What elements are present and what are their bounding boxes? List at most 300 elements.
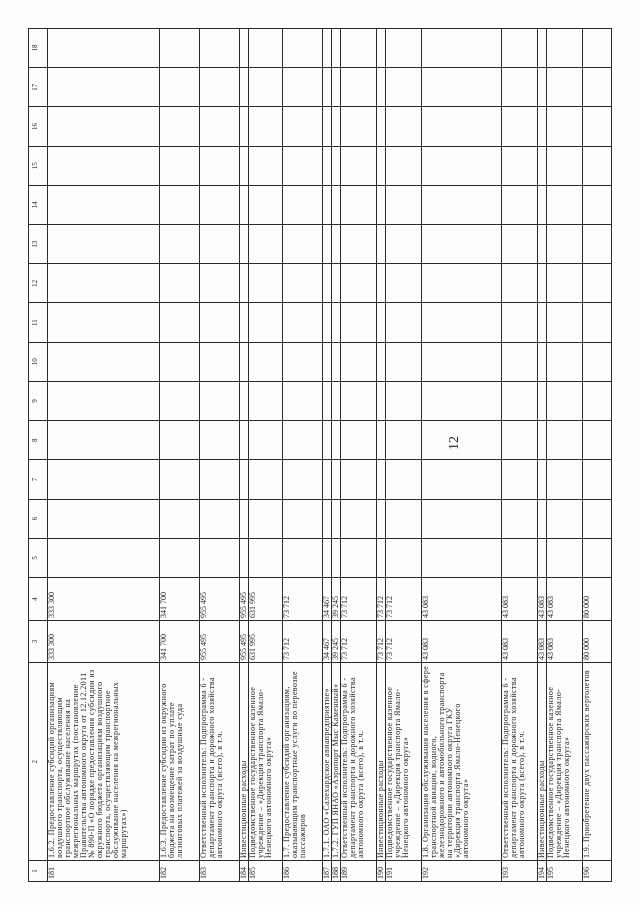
empty-cell-col-9: [332, 381, 340, 420]
empty-cell-col-15: [386, 146, 421, 185]
empty-cell-col-5: [386, 538, 421, 577]
empty-cell-col-7: [422, 459, 501, 498]
empty-cell-col-14: [341, 185, 376, 224]
empty-cell-col-5: [538, 538, 546, 577]
table-row: [502, 28, 538, 882]
empty-cell-col-11: [583, 302, 611, 341]
column-number-5: 5: [29, 538, 47, 577]
empty-cell-col-7: [48, 459, 159, 498]
column-4-value: 34 467: [323, 577, 331, 620]
empty-cell-col-5: [502, 538, 537, 577]
empty-cell-col-5: [583, 538, 611, 577]
empty-cell-col-6: [377, 499, 385, 538]
empty-cell-col-14: [240, 185, 248, 224]
empty-cell-col-16: [547, 106, 582, 145]
empty-cell-col-17: [323, 67, 331, 106]
empty-cell-col-12: [547, 263, 582, 302]
empty-cell-col-9: [48, 381, 159, 420]
empty-cell-col-5: [200, 538, 239, 577]
table-row: [200, 28, 240, 882]
column-number-10: 10: [29, 342, 47, 381]
empty-cell-col-14: [422, 185, 501, 224]
row-number-cell: 190: [377, 860, 385, 882]
empty-cell-col-16: [249, 106, 282, 145]
column-3-value: 80 000: [583, 620, 611, 662]
empty-cell-col-6: [249, 499, 282, 538]
empty-cell-col-9: [538, 381, 546, 420]
empty-cell-col-18: [341, 28, 376, 67]
row-number-cell: 189: [341, 860, 376, 882]
column-4-value: 341 700: [160, 577, 199, 620]
empty-cell-col-11: [502, 302, 537, 341]
empty-cell-col-17: [240, 67, 248, 106]
empty-cell-col-6: [538, 499, 546, 538]
empty-cell-col-14: [538, 185, 546, 224]
empty-cell-col-18: [386, 28, 421, 67]
empty-cell-col-18: [200, 28, 239, 67]
empty-cell-col-7: [240, 459, 248, 498]
column-3-value: 73 712: [377, 620, 385, 662]
table-row: [48, 28, 160, 882]
empty-cell-col-18: [160, 28, 199, 67]
empty-cell-col-6: [200, 499, 239, 538]
empty-cell-col-7: [547, 459, 582, 498]
empty-cell-col-6: [583, 499, 611, 538]
empty-cell-col-18: [538, 28, 546, 67]
row-number-cell: 183: [200, 860, 239, 882]
empty-cell-col-13: [249, 224, 282, 263]
row-number-cell: 187: [323, 860, 331, 882]
empty-cell-col-6: [283, 499, 322, 538]
empty-cell-col-14: [283, 185, 322, 224]
empty-cell-col-15: [583, 146, 611, 185]
column-4-value: 43 083: [538, 577, 546, 620]
empty-cell-col-8: [377, 420, 385, 459]
column-3-value: 333 300: [48, 620, 159, 662]
empty-cell-col-12: [583, 263, 611, 302]
column-4-value: 333 300: [48, 577, 159, 620]
empty-cell-col-16: [240, 106, 248, 145]
row-number-cell: 193: [502, 860, 537, 882]
empty-cell-col-10: [283, 342, 322, 381]
empty-cell-col-8: [283, 420, 322, 459]
table-row: [341, 28, 377, 882]
empty-cell-col-11: [249, 302, 282, 341]
empty-cell-col-15: [48, 146, 159, 185]
table-row: [283, 28, 323, 882]
empty-cell-col-18: [283, 28, 322, 67]
empty-cell-col-10: [48, 342, 159, 381]
page-number: 12: [447, 436, 462, 450]
empty-cell-col-18: [502, 28, 537, 67]
empty-cell-col-6: [48, 499, 159, 538]
empty-cell-col-9: [547, 381, 582, 420]
empty-cell-col-6: [386, 499, 421, 538]
row-number-cell: 194: [538, 860, 546, 882]
empty-cell-col-11: [160, 302, 199, 341]
empty-cell-col-17: [160, 67, 199, 106]
empty-cell-col-13: [332, 224, 340, 263]
column-number-17: 17: [29, 67, 47, 106]
empty-cell-col-5: [48, 538, 159, 577]
empty-cell-col-18: [249, 28, 282, 67]
column-number-16: 16: [29, 106, 47, 145]
empty-cell-col-9: [200, 381, 239, 420]
description-cell: Подведомственное государственное казенное учреждение – «Дирекция транспорта Ямало-Ненецкого автономного округа»: [249, 662, 282, 860]
column-number-3: 3: [29, 620, 47, 662]
empty-cell-col-14: [48, 185, 159, 224]
empty-cell-col-14: [377, 185, 385, 224]
empty-cell-col-11: [547, 302, 582, 341]
empty-cell-col-16: [160, 106, 199, 145]
empty-cell-col-15: [240, 146, 248, 185]
column-3-value: 73 712: [283, 620, 322, 662]
empty-cell-col-10: [386, 342, 421, 381]
empty-cell-col-10: [160, 342, 199, 381]
empty-cell-col-13: [547, 224, 582, 263]
empty-cell-col-9: [160, 381, 199, 420]
empty-cell-col-14: [249, 185, 282, 224]
row-number-cell: 182: [160, 860, 199, 882]
empty-cell-col-7: [249, 459, 282, 498]
empty-cell-col-10: [341, 342, 376, 381]
empty-cell-col-8: [547, 420, 582, 459]
empty-cell-col-12: [386, 263, 421, 302]
empty-cell-col-16: [583, 106, 611, 145]
empty-cell-col-12: [341, 263, 376, 302]
empty-cell-col-12: [200, 263, 239, 302]
empty-cell-col-11: [386, 302, 421, 341]
empty-cell-col-9: [240, 381, 248, 420]
empty-cell-col-18: [323, 28, 331, 67]
description-cell: 1.7. Предоставление субсидий организациям, оказывающим транспортные услуги по перевозке пассажиров: [283, 662, 322, 860]
column-number-12: 12: [29, 263, 47, 302]
table-row: [249, 28, 283, 882]
empty-cell-col-13: [386, 224, 421, 263]
empty-cell-col-8: [341, 420, 376, 459]
row-number-cell: 188: [332, 860, 340, 882]
column-4-value: 43 083: [422, 577, 501, 620]
empty-cell-col-8: [323, 420, 331, 459]
description-cell: Подведомственное государственное казенное учреждение – «Дирекция транспорта Ямало-Ненецкого автономного округа»: [386, 662, 421, 860]
column-3-value: 341 700: [160, 620, 199, 662]
empty-cell-col-12: [502, 263, 537, 302]
column-4-value: 73 712: [341, 577, 376, 620]
empty-cell-col-15: [323, 146, 331, 185]
column-number-11: 11: [29, 302, 47, 341]
column-3-value: 43 083: [547, 620, 582, 662]
column-3-value: 39 245: [332, 620, 340, 662]
empty-cell-col-10: [422, 342, 501, 381]
empty-cell-col-6: [160, 499, 199, 538]
empty-cell-col-11: [48, 302, 159, 341]
empty-cell-col-15: [547, 146, 582, 185]
empty-cell-col-9: [386, 381, 421, 420]
column-4-value: 73 712: [283, 577, 322, 620]
empty-cell-col-12: [332, 263, 340, 302]
empty-cell-col-17: [547, 67, 582, 106]
empty-cell-col-11: [332, 302, 340, 341]
description-cell: 1.7.1. ОАО «Салехардское авиапредприятие»: [323, 662, 331, 860]
empty-cell-col-6: [240, 499, 248, 538]
empty-cell-col-10: [332, 342, 340, 381]
empty-cell-col-17: [200, 67, 239, 106]
empty-cell-col-10: [538, 342, 546, 381]
empty-cell-col-9: [283, 381, 322, 420]
empty-cell-col-8: [502, 420, 537, 459]
column-3-value: 43 083: [502, 620, 537, 662]
column-3-value: 631 995: [249, 620, 282, 662]
empty-cell-col-12: [377, 263, 385, 302]
empty-cell-col-15: [283, 146, 322, 185]
column-4-value: 955 495: [240, 577, 248, 620]
empty-cell-col-18: [422, 28, 501, 67]
empty-cell-col-13: [502, 224, 537, 263]
row-number-cell: 186: [283, 860, 322, 882]
row-number-cell: 181: [48, 860, 159, 882]
column-3-value: 43 083: [422, 620, 501, 662]
empty-cell-col-9: [323, 381, 331, 420]
empty-cell-col-13: [422, 224, 501, 263]
empty-cell-col-16: [323, 106, 331, 145]
empty-cell-col-13: [240, 224, 248, 263]
empty-cell-col-8: [386, 420, 421, 459]
empty-cell-col-18: [48, 28, 159, 67]
empty-cell-col-14: [160, 185, 199, 224]
empty-cell-col-7: [200, 459, 239, 498]
empty-cell-col-14: [332, 185, 340, 224]
empty-cell-col-12: [160, 263, 199, 302]
column-3-value: 73 712: [341, 620, 376, 662]
empty-cell-col-15: [200, 146, 239, 185]
empty-cell-col-17: [386, 67, 421, 106]
empty-cell-col-7: [386, 459, 421, 498]
row-number-cell: 185: [249, 860, 282, 882]
empty-cell-col-13: [48, 224, 159, 263]
empty-cell-col-7: [583, 459, 611, 498]
empty-cell-col-5: [283, 538, 322, 577]
empty-cell-col-11: [283, 302, 322, 341]
column-3-value: 43 083: [538, 620, 546, 662]
empty-cell-col-12: [422, 263, 501, 302]
empty-cell-col-7: [332, 459, 340, 498]
column-number-13: 13: [29, 224, 47, 263]
empty-cell-col-17: [48, 67, 159, 106]
empty-cell-col-8: [240, 420, 248, 459]
column-number-2: 2: [29, 662, 47, 860]
empty-cell-col-12: [249, 263, 282, 302]
empty-cell-col-17: [502, 67, 537, 106]
column-number-1: 1: [29, 860, 47, 882]
empty-cell-col-11: [200, 302, 239, 341]
empty-cell-col-17: [341, 67, 376, 106]
empty-cell-col-11: [377, 302, 385, 341]
empty-cell-col-5: [323, 538, 331, 577]
empty-cell-col-12: [538, 263, 546, 302]
empty-cell-col-12: [48, 263, 159, 302]
empty-cell-col-10: [377, 342, 385, 381]
column-number-row: [28, 28, 48, 882]
empty-cell-col-16: [200, 106, 239, 145]
empty-cell-col-6: [422, 499, 501, 538]
empty-cell-col-16: [283, 106, 322, 145]
empty-cell-col-13: [283, 224, 322, 263]
empty-cell-col-6: [341, 499, 376, 538]
column-number-6: 6: [29, 499, 47, 538]
column-number-4: 4: [29, 577, 47, 620]
description-cell: 1.6.2. Предоставление субсидий организациям воздушного транспорта, осуществляющим транспортное обслуживание населения на межрегиональных маршрутах (постановление Правительства автономного округа от 12.12.2011 № 890-П «О порядке предоставления субсидии из окружного бюджета организациям воздушного транспорта, осуществляющим транспортное обслуживание населения на межрегиональных маршрутах»): [48, 662, 159, 860]
empty-cell-col-5: [240, 538, 248, 577]
empty-cell-col-6: [323, 499, 331, 538]
empty-cell-col-13: [160, 224, 199, 263]
empty-cell-col-14: [547, 185, 582, 224]
empty-cell-col-13: [200, 224, 239, 263]
empty-cell-col-8: [538, 420, 546, 459]
empty-cell-col-15: [160, 146, 199, 185]
column-4-value: 43 083: [547, 577, 582, 620]
empty-cell-col-15: [377, 146, 385, 185]
empty-cell-col-13: [583, 224, 611, 263]
empty-cell-col-11: [240, 302, 248, 341]
empty-cell-col-10: [323, 342, 331, 381]
empty-cell-col-5: [249, 538, 282, 577]
empty-cell-col-14: [200, 185, 239, 224]
empty-cell-col-12: [323, 263, 331, 302]
empty-cell-col-17: [538, 67, 546, 106]
empty-cell-col-7: [160, 459, 199, 498]
empty-cell-col-16: [377, 106, 385, 145]
column-4-value: 73 712: [377, 577, 385, 620]
empty-cell-col-16: [422, 106, 501, 145]
column-3-value: 955 495: [200, 620, 239, 662]
empty-cell-col-17: [583, 67, 611, 106]
empty-cell-col-15: [502, 146, 537, 185]
column-number-8: 8: [29, 420, 47, 459]
empty-cell-col-13: [377, 224, 385, 263]
description-cell: 1.9. Приобретение двух пассажирских вертолетов: [583, 662, 611, 860]
empty-cell-col-12: [283, 263, 322, 302]
empty-cell-col-14: [502, 185, 537, 224]
column-number-14: 14: [29, 185, 47, 224]
empty-cell-col-13: [341, 224, 376, 263]
row-number-cell: 196: [583, 860, 611, 882]
empty-cell-col-15: [538, 146, 546, 185]
empty-cell-col-10: [547, 342, 582, 381]
empty-cell-col-10: [502, 342, 537, 381]
empty-cell-col-9: [341, 381, 376, 420]
empty-cell-col-8: [160, 420, 199, 459]
empty-cell-col-16: [502, 106, 537, 145]
empty-cell-col-7: [283, 459, 322, 498]
description-cell: Ответственный исполнитель: Подпрограмма 6 - департамент транспорта и дорожного хозяйства автономного округа (всего), в т.ч.: [341, 662, 376, 860]
empty-cell-col-16: [386, 106, 421, 145]
table-row: [386, 28, 422, 882]
empty-cell-col-15: [341, 146, 376, 185]
empty-cell-col-9: [583, 381, 611, 420]
description-cell: Инвестиционные расходы: [240, 662, 248, 860]
empty-cell-col-14: [323, 185, 331, 224]
column-4-value: 955 495: [200, 577, 239, 620]
description-cell: 1.6.3. Предоставление субсидии из окружного бюджета на возмещение затрат по уплате лизинговых платежей за воздушные суда: [160, 662, 199, 860]
column-3-value: 955 495: [240, 620, 248, 662]
empty-cell-col-11: [538, 302, 546, 341]
empty-cell-col-9: [377, 381, 385, 420]
empty-cell-col-15: [249, 146, 282, 185]
empty-cell-col-18: [240, 28, 248, 67]
empty-cell-col-8: [48, 420, 159, 459]
description-cell: Подведомственное государственное казенное учреждение – «Дирекция транспорта Ямало-Ненецкого автономного округа»: [547, 662, 582, 860]
empty-cell-col-15: [332, 146, 340, 185]
description-cell: Ответственный исполнитель: Подпрограмма 6 - департамент транспорта и дорожного хозяйства автономного округа (всего), в т.ч.: [502, 662, 537, 860]
empty-cell-col-10: [249, 342, 282, 381]
empty-cell-col-7: [377, 459, 385, 498]
empty-cell-col-15: [422, 146, 501, 185]
empty-cell-col-17: [422, 67, 501, 106]
empty-cell-col-13: [323, 224, 331, 263]
empty-cell-col-8: [583, 420, 611, 459]
column-4-value: 73 712: [386, 577, 421, 620]
row-number-cell: 184: [240, 860, 248, 882]
empty-cell-col-9: [249, 381, 282, 420]
rotated-budget-table: [28, 28, 612, 882]
empty-cell-col-14: [386, 185, 421, 224]
empty-cell-col-5: [160, 538, 199, 577]
empty-cell-col-7: [502, 459, 537, 498]
column-4-value: 631 995: [249, 577, 282, 620]
description-cell: Ответственный исполнитель: Подпрограмма 6 - департамент транспорта и дорожного хозяйства автономного округа (всего), в т.ч.: [200, 662, 239, 860]
empty-cell-col-10: [200, 342, 239, 381]
table-row: [547, 28, 583, 882]
description-cell: 1.8. Организация обслуживания населения в сфере транспортной авиации, водного, железнодорожного и автомобильного транспорта на территории автономного округа ГКУ «Дирекция транспорта Ямало-Ненецкого автономного округа»: [422, 662, 501, 860]
row-number-cell: 195: [547, 860, 582, 882]
column-number-7: 7: [29, 459, 47, 498]
empty-cell-col-16: [538, 106, 546, 145]
empty-cell-col-5: [341, 538, 376, 577]
empty-cell-col-10: [240, 342, 248, 381]
description-cell: Инвестиционные расходы: [377, 662, 385, 860]
row-number-cell: 192: [422, 860, 501, 882]
empty-cell-col-9: [422, 381, 501, 420]
empty-cell-col-14: [583, 185, 611, 224]
row-number-cell: 191: [386, 860, 421, 882]
empty-cell-col-17: [332, 67, 340, 106]
empty-cell-col-5: [377, 538, 385, 577]
empty-cell-col-11: [341, 302, 376, 341]
column-3-value: 34 467: [323, 620, 331, 662]
empty-cell-col-8: [249, 420, 282, 459]
empty-cell-col-9: [502, 381, 537, 420]
empty-cell-col-18: [332, 28, 340, 67]
column-number-9: 9: [29, 381, 47, 420]
column-3-value: 73 712: [386, 620, 421, 662]
column-4-value: 80 000: [583, 577, 611, 620]
empty-cell-col-16: [341, 106, 376, 145]
description-cell: Инвестиционные расходы: [538, 662, 546, 860]
empty-cell-col-5: [547, 538, 582, 577]
empty-cell-col-6: [502, 499, 537, 538]
column-number-15: 15: [29, 146, 47, 185]
empty-cell-col-17: [249, 67, 282, 106]
empty-cell-col-10: [583, 342, 611, 381]
empty-cell-col-12: [240, 263, 248, 302]
empty-cell-col-13: [538, 224, 546, 263]
empty-cell-col-11: [323, 302, 331, 341]
column-4-value: 39 245: [332, 577, 340, 620]
empty-cell-col-17: [377, 67, 385, 106]
empty-cell-col-11: [422, 302, 501, 341]
empty-cell-col-17: [283, 67, 322, 106]
empty-cell-col-6: [332, 499, 340, 538]
